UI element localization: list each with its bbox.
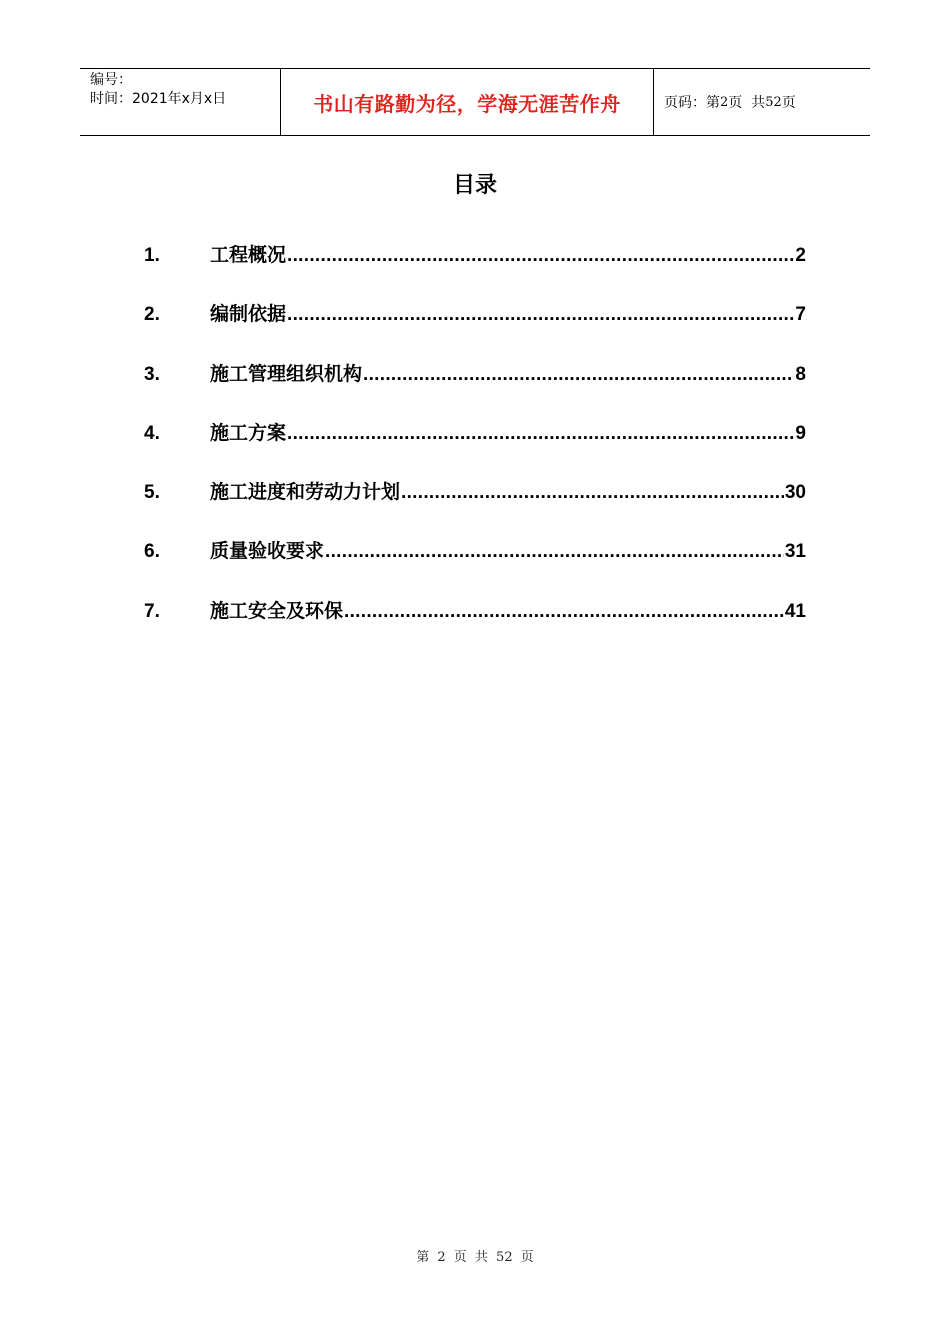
toc-entry-text: 施工进度和劳动力计划 bbox=[210, 481, 401, 504]
toc-entry-page: 9 bbox=[795, 422, 806, 444]
toc-entry-page: 31 bbox=[784, 541, 806, 563]
toc-entry-page: 2 bbox=[795, 245, 806, 266]
header-meta-cell bbox=[80, 69, 281, 135]
page-suffix: 页 bbox=[781, 95, 796, 111]
toc-dot-leader bbox=[287, 304, 794, 326]
toc-entry-6[interactable] bbox=[144, 536, 806, 595]
toc-dot-leader bbox=[363, 364, 794, 386]
toc-entry-text: 质量验收要求 bbox=[210, 540, 325, 563]
toc-dot-leader bbox=[325, 541, 784, 563]
page-current: 2 bbox=[720, 94, 729, 110]
header-motto: 书山有路勤为径，学海无涯苦作舟 bbox=[281, 69, 654, 135]
toc-dot-leader bbox=[287, 423, 794, 445]
toc-entry-number: 6. bbox=[144, 541, 160, 563]
toc-entry-1[interactable] bbox=[144, 240, 806, 299]
toc-entry-number: 4. bbox=[144, 422, 160, 444]
toc-entry-text: 施工安全及环保 bbox=[210, 599, 344, 622]
page-footer: 第 2 页 共 52 页 bbox=[416, 1250, 534, 1265]
toc-entry-page: 41 bbox=[784, 600, 806, 622]
toc-entry-page: 30 bbox=[784, 482, 806, 504]
toc-entry-number: 5. bbox=[144, 482, 160, 504]
toc-entry-number: 7. bbox=[144, 600, 160, 622]
toc-entry-page: 8 bbox=[795, 363, 806, 385]
toc-entry-text: 工程概况 bbox=[210, 244, 287, 266]
toc-list bbox=[144, 240, 806, 655]
toc-entry-number: 3. bbox=[144, 363, 160, 385]
page-header bbox=[80, 68, 870, 136]
toc-entry-2[interactable] bbox=[144, 299, 806, 358]
toc-title: 目录 bbox=[452, 173, 497, 198]
toc-entry-text: 施工方案 bbox=[210, 421, 287, 444]
toc-dot-leader bbox=[401, 482, 784, 504]
header-page-info bbox=[654, 69, 870, 135]
toc-entry-5[interactable] bbox=[144, 477, 806, 536]
toc-entry-4[interactable] bbox=[144, 418, 806, 477]
toc-entry-3[interactable] bbox=[144, 359, 806, 418]
toc-entry-7[interactable] bbox=[144, 596, 806, 655]
toc-entry-number: 2. bbox=[144, 304, 160, 326]
toc-entry-number: 1. bbox=[144, 245, 160, 266]
toc-entry-text: 施工管理组织机构 bbox=[210, 362, 363, 385]
serial-label: 编号： bbox=[90, 72, 132, 88]
toc-entry-text: 编制依据 bbox=[210, 303, 287, 326]
page-mid: 页 共 bbox=[728, 95, 766, 111]
toc-entry-page: 7 bbox=[795, 304, 806, 326]
toc-dot-leader bbox=[287, 245, 794, 267]
date-label: 时间：2021年x月x日 bbox=[90, 91, 227, 107]
page-total: 52 bbox=[765, 94, 782, 110]
page-prefix: 页码：第 bbox=[664, 95, 720, 111]
toc-dot-leader bbox=[344, 601, 784, 623]
